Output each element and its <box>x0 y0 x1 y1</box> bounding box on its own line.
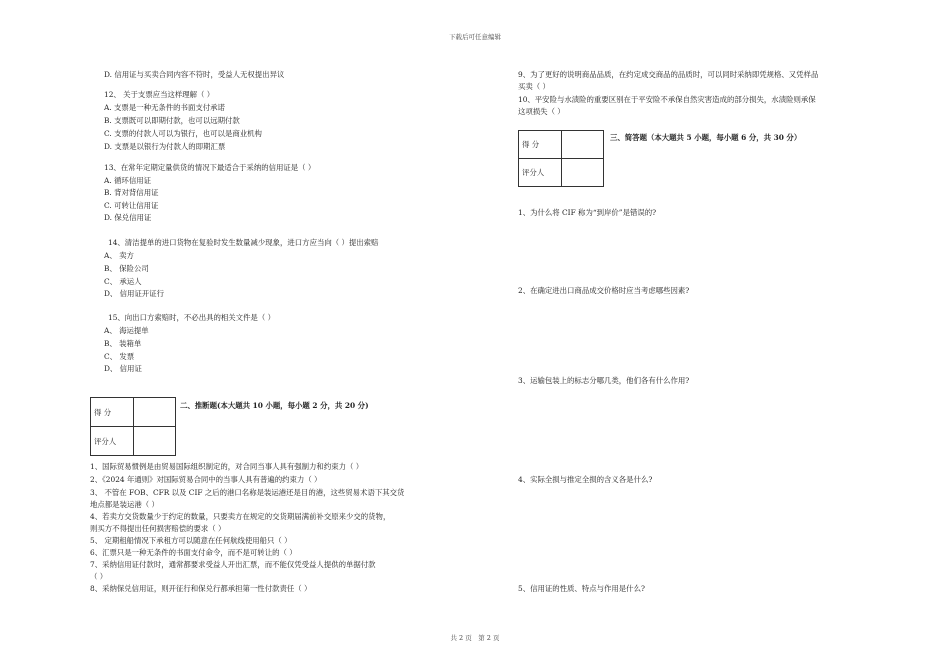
question-12: 12、 关于支票应当这样理解（ ） <box>104 90 215 99</box>
question-14-option-a: A、 卖方 <box>104 251 134 260</box>
question-15-option-c: C、 发票 <box>104 352 135 361</box>
score-label: 得 分 <box>519 131 562 159</box>
question-14: 14、清洁提单的进口货物在复验时发生数量减少现象，进口方应当向（ ）提出索赔 <box>108 238 379 247</box>
grader-label: 评分人 <box>91 427 134 456</box>
grader-cell <box>134 427 176 456</box>
tf-item-8: 8、采纳保兑信用证，则开征行和保兑行都承担第一性付款责任（ ） <box>90 584 312 593</box>
score-cell <box>134 398 176 427</box>
question-12-option-d: D. 支票是以银行为付款人的即期汇票 <box>104 142 226 151</box>
section-2-title: 二、推断题(本大题共 10 小题，每小题 2 分，共 20 分) <box>180 401 369 410</box>
question-15: 15、向出口方索赔时，不必出具的相关文件是（ ） <box>108 313 275 322</box>
question-13: 13、在常年定期定量供货的情况下最适合于采纳的信用证是（ ） <box>104 163 316 172</box>
score-label: 得 分 <box>91 398 134 427</box>
question-12-option-b: B. 支票既可以即期付款，也可以远期付款 <box>104 116 240 125</box>
question-15-option-a: A、 海运提单 <box>104 326 149 335</box>
tf-item-4: 4、若卖方交货数量少于约定的数量，只要卖方在规定的交货期届满前补交原来少交的货物， <box>90 512 391 521</box>
tf-item-3-cont: 地点都是装运港（ ） <box>90 500 159 509</box>
short-answer-4: 4、实际全损与推定全损的含义各是什么? <box>518 475 653 484</box>
short-answer-5: 5、信用证的性质、特点与作用是什么? <box>518 584 645 593</box>
short-answer-1: 1、为什么将 CIF 称为“到岸价”是错误的? <box>518 208 657 217</box>
question-12-option-a: A. 支票是一种无条件的书面支付承诺 <box>104 103 225 112</box>
tf-item-7: 7、采纳信用证付款时，通常都要求受益人开出汇票，而不能仅凭受益人提供的单据付款 <box>90 560 376 569</box>
question-13-option-c: C. 可转让信用证 <box>104 201 159 210</box>
tf-item-9-cont: 买卖（ ） <box>518 82 550 91</box>
tf-item-1: 1、国际贸易惯例是由贸易国际组织制定的，对合同当事人具有强制力和约束力（ ） <box>90 462 364 471</box>
question-14-option-c: C、 承运人 <box>104 277 142 286</box>
question-14-option-d: D、 信用证开证行 <box>104 289 165 298</box>
page-number: 共 2 页 第 2 页 <box>450 634 500 642</box>
tf-item-4-cont: 则买方不得提出任何损害赔偿的要求（ ） <box>90 524 226 533</box>
score-table-section2 <box>90 397 176 456</box>
question-12-option-c: C. 支票的付款人可以为银行，也可以是商业机构 <box>104 129 262 138</box>
score-cell <box>562 131 604 159</box>
short-answer-3: 3、运输包装上的标志分哪几类，他们各有什么作用? <box>518 376 690 385</box>
tf-item-9: 9、为了更好的说明商品品质，在约定成交商品的品质时，可以同时采纳即凭规格、又凭样品 <box>518 70 819 79</box>
question-13-option-d: D. 保兑信用证 <box>104 213 152 222</box>
tf-item-2: 2、《2024 年通则》对国际贸易合同中的当事人具有普遍的约束力（ ） <box>90 475 322 484</box>
tf-item-10: 10、平安险与水渍险的重要区别在于平安险不承保自然灾害造成的部分损失，水渍险则承保 <box>518 95 816 104</box>
tf-item-10-cont: 这项损失（ ） <box>518 107 565 116</box>
grader-label: 评分人 <box>519 159 562 187</box>
question-15-option-b: B、 装箱单 <box>104 339 142 348</box>
question-15-option-d: D、 信用证 <box>104 364 142 373</box>
short-answer-2: 2、在确定进出口商品成交价格时应当考虑哪些因素? <box>518 286 690 295</box>
question-13-option-b: B. 背对背信用证 <box>104 188 159 197</box>
tf-item-5: 5、 定期租船情况下承租方可以随意在任何航线使用船只（ ） <box>90 536 292 545</box>
question-14-option-b: B、 保险公司 <box>104 264 149 273</box>
section-3-title: 三、简答题（本大题共 5 小题，每小题 6 分，共 30 分） <box>610 133 802 142</box>
tf-item-3: 3、 不管在 FOB、CFR 以及 CIF 之后的港口名称是装运港还是目的港，这些贸易术语下其交货 <box>90 488 405 497</box>
tf-item-6: 6、汇票只是一种无条件的书面支付命令，而不是可转让的（ ） <box>90 548 297 557</box>
tf-item-7-cont: （ ） <box>90 572 108 581</box>
header-note: 下载后可任意编辑 <box>449 33 501 41</box>
score-table-section3 <box>518 130 604 187</box>
question-13-option-a: A. 循环信用证 <box>104 176 151 185</box>
q11-option-d: D. 信用证与买卖合同内容不符时，受益人无权提出异议 <box>104 70 285 79</box>
grader-cell <box>562 159 604 187</box>
